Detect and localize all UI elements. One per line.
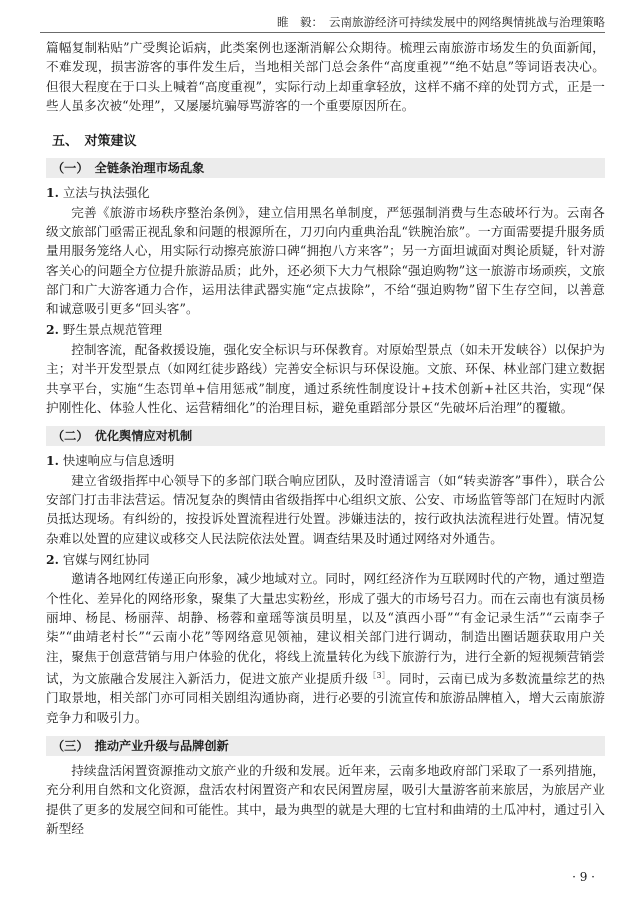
- paragraph: 建立省级指挥中心领导下的多部门联合响应团队，及时澄清谣言（如“转卖游客”事件），联合公安部门打击非法营运。情况复杂的舆情由省级指挥中心组织文旅、公安、市场监管等部门在短时内派员抵达现场。有纠纷的，按投诉处置流程进行处置。涉嫌违法的，按行政执法流程进行处置。情况复杂难以处置的应建议或移交人民法院依法处置。调查结果及时通过网络对外通告。: [46, 472, 605, 546]
- paragraph-text: 邀请各地网红传递正向形象，减少地域对立。同时，网红经济作为互联网时代的产物，通过塑造个性化、差异化的网络形象，聚集了大量忠实粉丝，形成了强大的市场号召力。而在云南也有演员杨丽坤、杨昆、杨丽萍、胡静、杨蓉和童瑶等演员明星，以及“滇西小哥”“有金记录生活”“云南李子柒”“曲靖老村长”“云南小花”等网络意见领袖，建议相关部门进行调动，制造出圈话题获取用户关注，聚焦于创意营销与用户体验的优化，将线上流量转化为线下旅游行为，进行全新的短视频营销尝试，为文旅融合发展注入新活力，促进文旅产业提质升级: [46, 571, 605, 687]
- section-heading: 五、 对策建议: [52, 134, 137, 150]
- item-number: 1.: [46, 453, 59, 469]
- header-title: 云南旅游经济可持续发展中的网络舆情挑战与治理策略: [329, 15, 605, 29]
- paragraph: [46, 569, 605, 727]
- item-heading: [46, 550, 605, 570]
- subsection-heading: （二） 优化舆情应对机制: [46, 426, 605, 446]
- item-title: 立法与执法强化: [62, 185, 150, 201]
- citation: ［3］: [368, 670, 387, 680]
- subsection-heading: （三） 推动产业升级与品牌创新: [46, 736, 605, 756]
- subsection-heading: （一） 全链条治理市场乱象: [46, 158, 605, 178]
- page-number: · 9 ·: [572, 870, 595, 884]
- paragraph: 篇幅复制粘贴”广受舆论诟病，此类案例也逐渐消解公众期待。梳理云南旅游市场发生的负面新闻，不难发现，损害游客的事件发生后，当地相关部门总会条件“高度重视”“绝不姑息”等词语表决心。但很大程度在于口头上喊着“高度重视”，实际行动上却重拿轻放，这样不痛不痒的处罚方式，正是一些人虽多次被“处理”，又屡屡坑骗辱骂游客的一个重要原因所在。: [46, 40, 605, 113]
- item-heading: [46, 183, 605, 203]
- item-number: 2.: [46, 322, 59, 338]
- item-title: 野生景点规范管理: [62, 322, 163, 338]
- item-heading: [46, 320, 605, 340]
- page-body: [46, 38, 605, 838]
- paragraph: 控制客流，配备救援设施，强化安全标识与环保教育。对原始型景点（如未开发峡谷）以保护为主；对半开发型景点（如网红徒步路线）完善安全标识与环保设施。文旅、环保、林业部门建立数据共享平台，实施“生态罚单+信用惩戒”制度，通过系统性制度设计+技术创新+社区共治，实现“保护刚性化、体验人性化、运营精细化”的治理目标，避免重蹈部分景区“先破坏后治理”的覆辙。: [46, 341, 605, 415]
- paragraph: 完善《旅游市场秩序整治条例》，建立信用黑名单制度，严惩强制消费与生态破坏行为。云南各级文旅部门亟需正视乱象和问题的根源所在，刀刃向内重典治乱“铁腕治旅”。一方面需要提升服务质量用服务笼络人心，用实际行动擦亮旅游口碑“拥抱八方来客”；另一方面坦诚面对舆论质疑，针对游客关心的问题全方位提升旅游品质；此外，还必须下大力气根除“强迫购物”这一旅游市场顽疾，文旅部门和广大游客通力合作，运用法律武器实施“定点拔除”，不给“强迫购物”留下生存空间，以善意和诚意吸引更多“回头客”。: [46, 204, 605, 317]
- item-title: 快速响应与信息透明: [62, 453, 175, 469]
- running-header: [40, 6, 605, 33]
- item-title: 官媒与网红协同: [62, 551, 150, 567]
- paragraph-text: 。同时，云南已成为多数流量综艺的热门取景地，相关部门亦可同相关剧组沟通协商，进行必要的引流宣传和旅游品牌植入，增大云南旅游竞争力和吸引力。: [46, 671, 605, 725]
- item-number: 1.: [46, 185, 59, 201]
- item-number: 2.: [46, 551, 59, 567]
- paragraph: 持续盘活闲置资源推动文旅产业的升级和发展。近年来，云南多地政府部门采取了一系列措施，充分利用自然和文化资源，盘活农村闲置资产和农民闲置房屋，吸引大量游客前来旅居，为旅居产业提供了更多的发展空间和可能性。其中，最为典型的就是大理的七宜村和曲靖的土瓜冲村，通过引入新型经: [46, 762, 605, 836]
- item-heading: [46, 451, 605, 471]
- header-author: 睢 毅：: [277, 15, 323, 29]
